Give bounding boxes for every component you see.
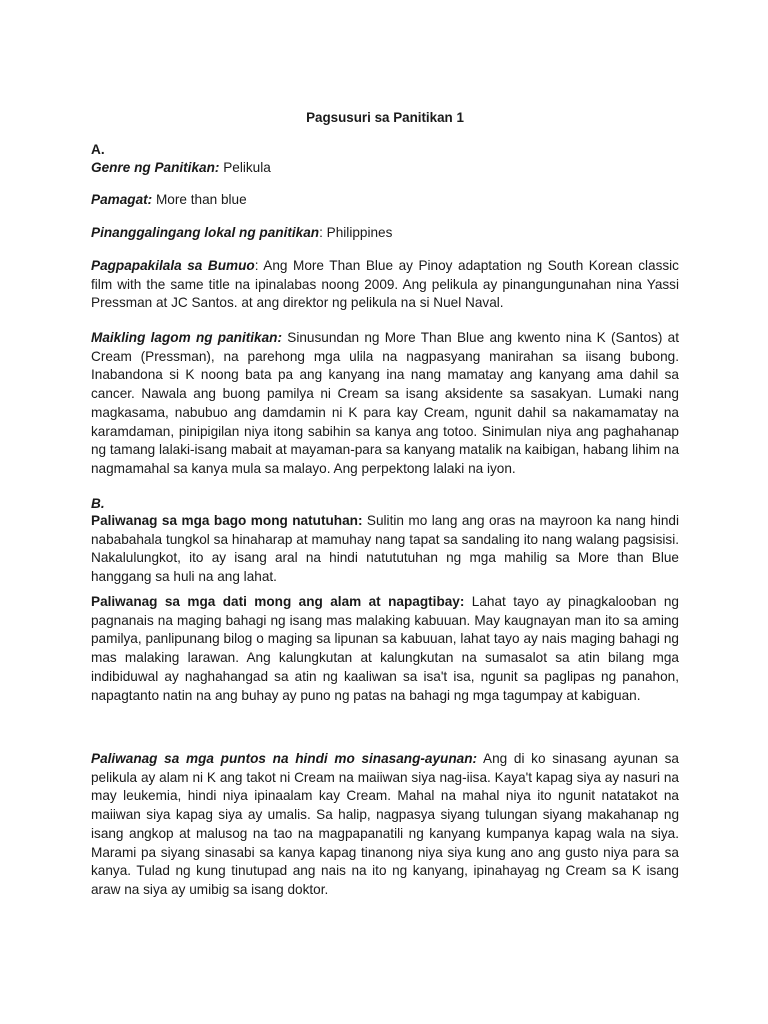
puntos-label: Paliwanag sa mga puntos na hindi mo sinasang-ayunan:	[91, 751, 478, 766]
pinanggalingan-label: Pinanggalingang lokal ng panitikan	[91, 225, 320, 240]
pagpapakilala-label: Pagpapakilala sa Bumuo	[91, 258, 255, 273]
pamagat-label: Pamagat:	[91, 192, 153, 207]
pagpapakilala-text: : Ang More Than Blue ay Pinoy adaptation ng South Korean classic film with the same title na ipinalabas noong 2009. Ang pelikula ay pinangungunahan nina Yassi Pressman at JC Santos. at ang direktor ng pelikula na si Nuel Naval.	[91, 258, 679, 311]
document-title: Pagsusuri sa Panitikan 1	[306, 110, 464, 125]
dati-label: Paliwanag sa mga dati mong ang alam at napagtibay:	[91, 594, 465, 609]
genre-field	[91, 159, 679, 178]
puntos-paragraph	[91, 750, 679, 900]
dati-text: Lahat tayo ay pinagkalooban ng pagnanais na maging bahagi ng isang mas malaking kabuuan. May kaugnayan man ito sa aming pamilya, panlipunang bilog o maging sa lipunan sa kabuuan, lahat tayo ay nais maging bahagi ng mas malaking larawan. Ang kalungkutan at kalungkutan na sumasalot sa atin bilang mga indibiduwal ay naghahangad sa atin ng kaaliwan sa isa't isa, ngunit sa paglipas ng panahon, napagtanto natin na ang buhay ay puno ng patas na bahagi ng mga tagumpay at kabiguan.	[91, 594, 679, 703]
bago-text: Sulitin mo lang ang oras na mayroon ka nang hindi nababahala tungkol sa hinaharap at mamuhay nang tapat sa sandaling ito nang walang pagsisisi. Nakalulungkot, ito ay isang aral na hindi natututuhan ng mga mahilig sa More than Blue hanggang sa huli na ang lahat.	[91, 513, 679, 585]
lagom-label: Maikling lagom ng panitikan:	[91, 330, 283, 345]
dati-paragraph	[91, 593, 679, 705]
pamagat-value: More than blue	[152, 192, 247, 207]
pagpapakilala-paragraph	[91, 257, 679, 313]
pinanggalingan-field	[91, 224, 679, 243]
puntos-text: Ang di ko sinasang ayunan sa pelikula ay alam ni K ang takot ni Cream na maiiwan siya nag-iisa. Kaya't kapag siya ay nasuri na may leukemia, hindi niya ipinaalam kay Cream. Mahal na mahal niya ito ngunit natatakot na maiiwan siya kapag siya ay umalis. Sa halip, nagpasya siyang tulungan siyang makahanap ng isang angkop at malusog na tao na magpapanatili ng kanyang kumpanya kapag wala na siya. Marami pa siyang sinasabi sa kanya kapag tinanong niya siya kung ano ang gusto niya para sa kanya. Tulad ng kung tinutupad ang nais na ito ng kanyang, ipinahayag ng Cream sa K isang araw na siya ay umibig sa isang doktor.	[91, 751, 679, 897]
document-page	[91, 0, 679, 1024]
genre-value: Pelikula	[219, 160, 271, 175]
lagom-paragraph	[91, 329, 679, 479]
bago-label: Paliwanag sa mga bago mong natutuhan:	[91, 513, 363, 528]
genre-label: Genre ng Panitikan:	[91, 160, 220, 175]
section-b-marker: B.	[91, 496, 105, 511]
bago-paragraph	[91, 512, 679, 587]
pinanggalingan-value: : Philippines	[319, 225, 393, 240]
pamagat-field	[91, 191, 679, 210]
section-a-marker: A.	[91, 142, 105, 157]
lagom-text: Sinusundan ng More Than Blue ang kwento nina K (Santos) at Cream (Pressman), na parehong mga ulila na nagpasyang manirahan sa iisang bubong. Inabandona si K noong bata pa ang kanyang ina nang mamatay ang kanyang ama dahil sa cancer. Nawala ang buong pamilya ni Cream sa isang aksidente sa sasakyan. Lumaki nang magkasama, nabubuo ang damdamin ni K para kay Cream, ngunit dahil sa nakamamatay na karamdaman, pinipigilan niya itong sabihin sa kanya ang totoo. Sinimulan niya ang paghahanap ng tamang lalaki-isang mabait at mayaman-para sa kanyang matalik na kaibigan, habang lihim na nagmamahal sa kanya mula sa malayo. Ang perpektong lalaki na iyon.	[91, 330, 679, 476]
